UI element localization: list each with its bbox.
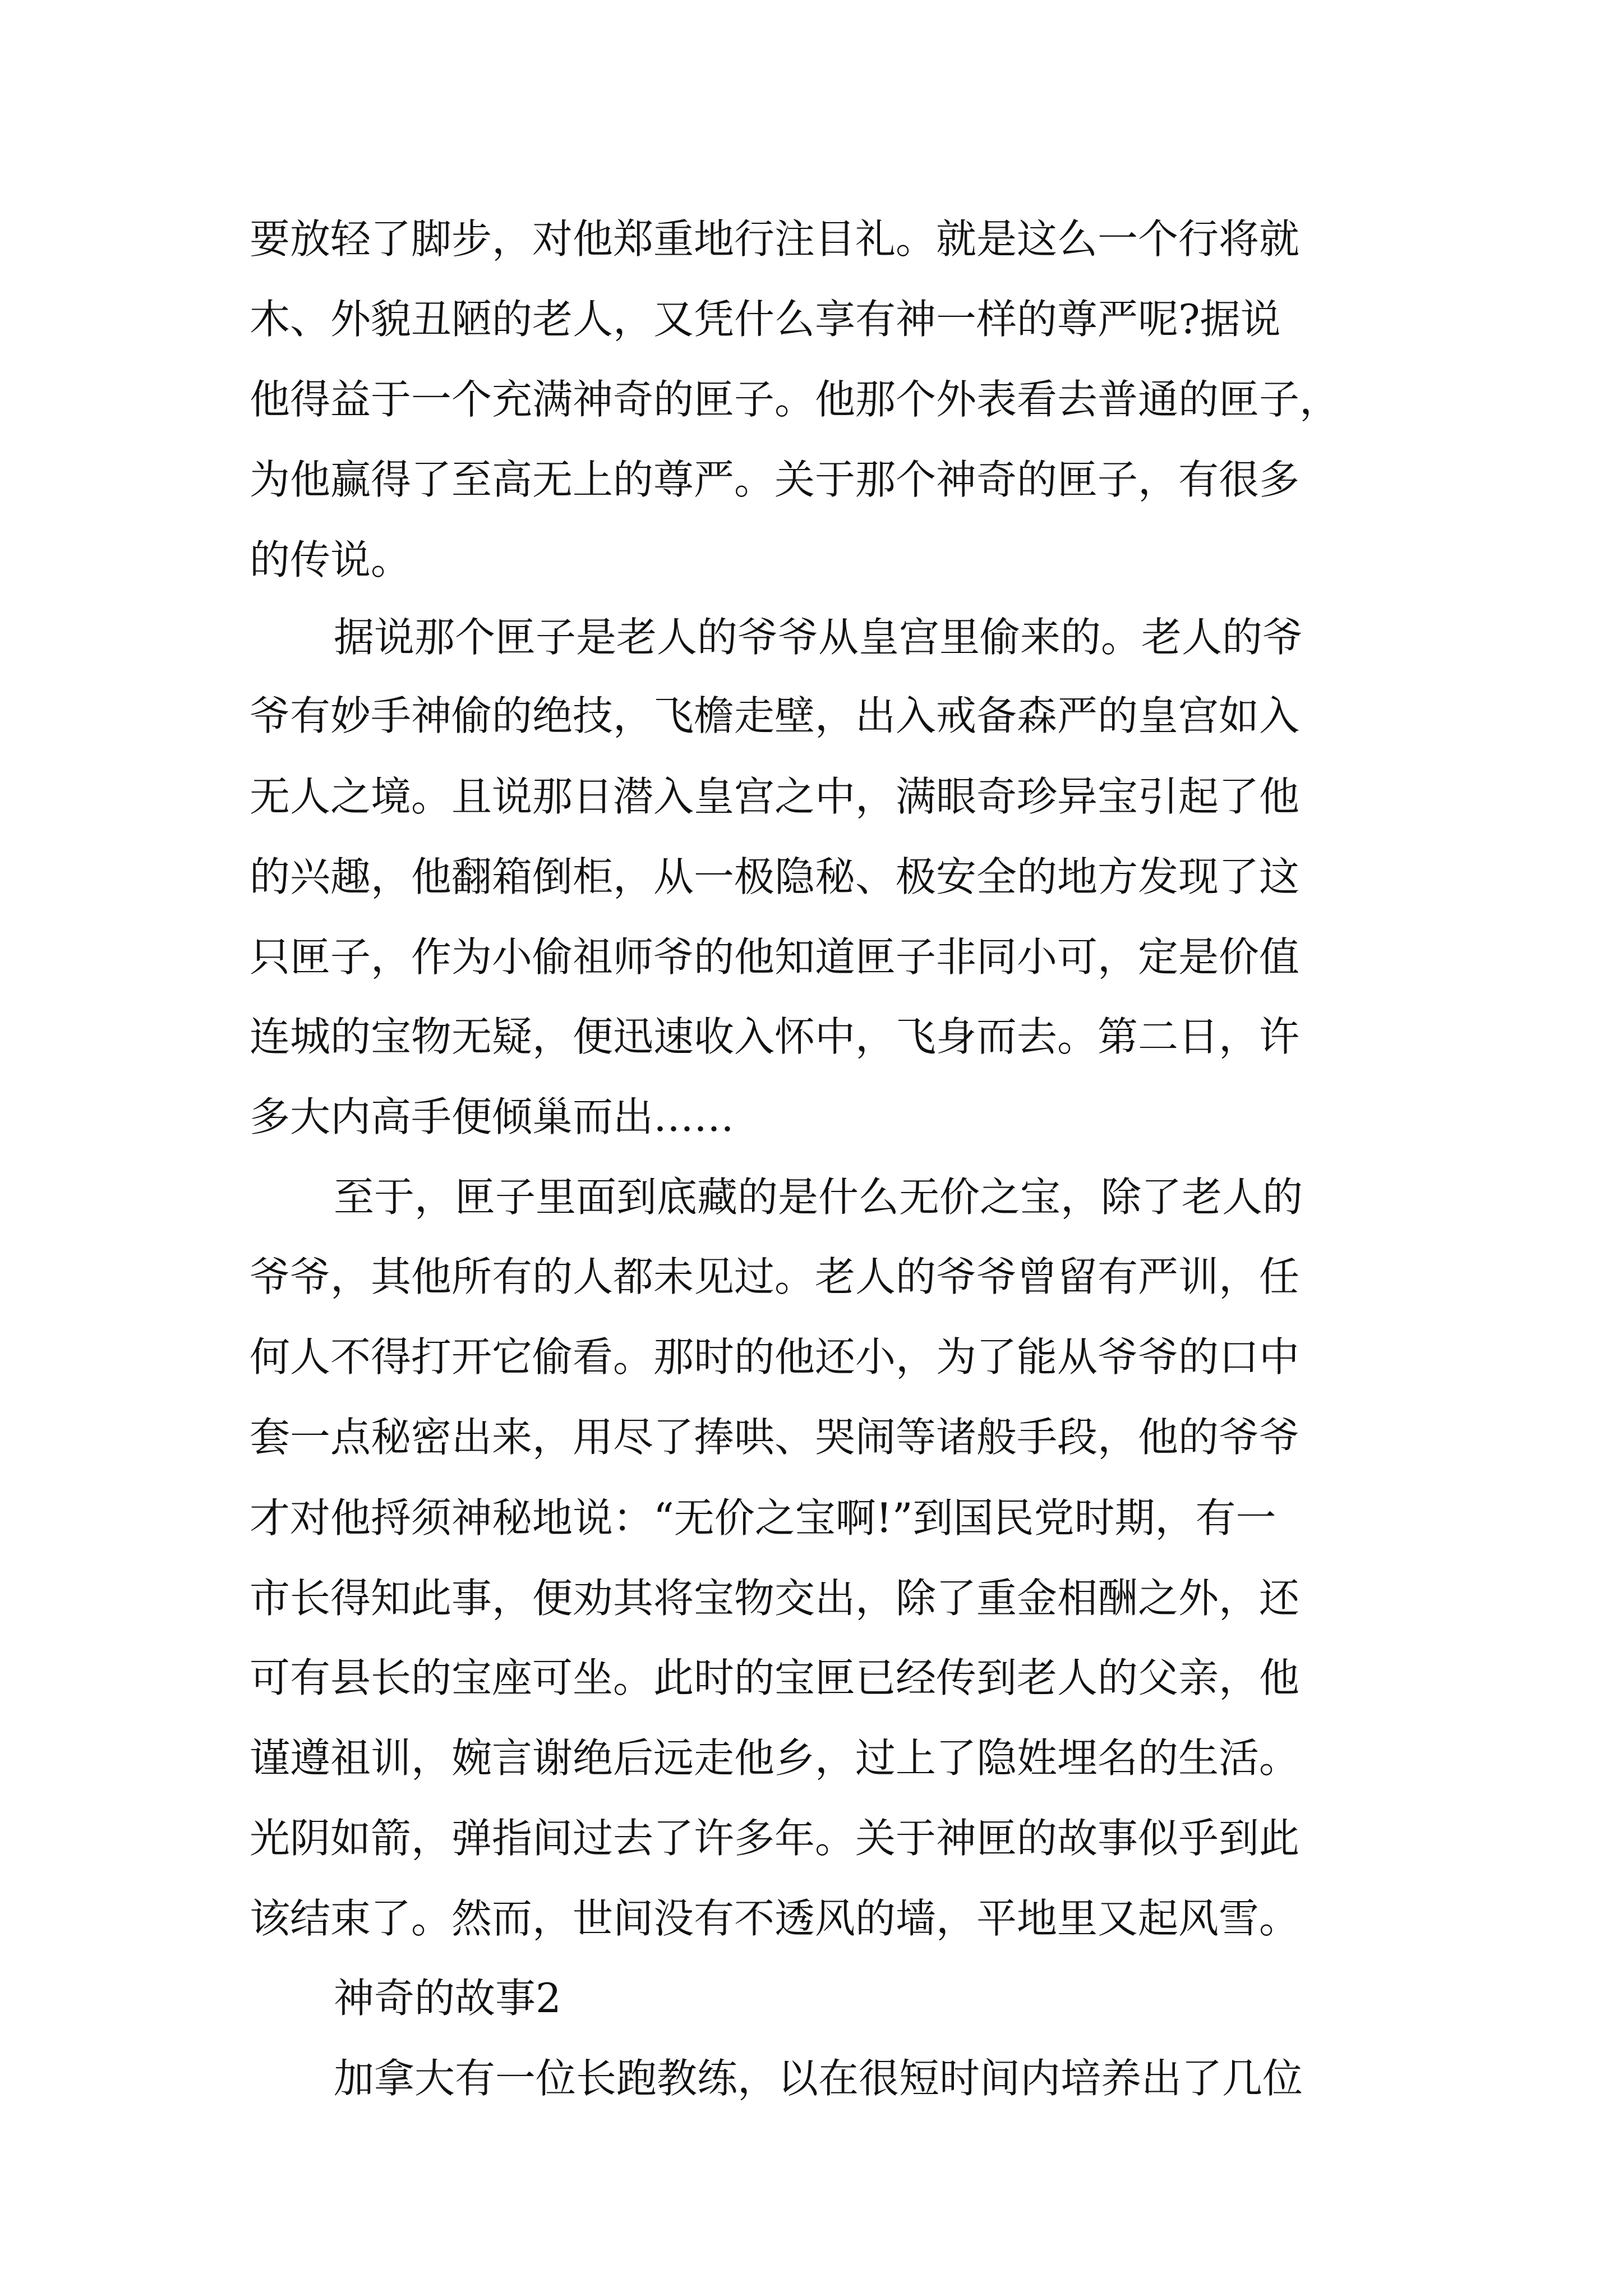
paragraph-start-line: 据说那个匣子是老人的爷爷从皇宫里偷来的。老人的爷 [334,614,1303,661]
paragraph-start-line: 至于，匣子里面到底藏的是什么无价之宝，除了老人的 [334,1174,1303,1221]
body-text-line: 无人之境。且说那日潜入皇宫之中，满眼奇珍异宝引起了他 [250,773,1300,820]
body-text-line: 爷爷，其他所有的人都未见过。老人的爷爷曾留有严训，任 [250,1253,1300,1300]
body-text-line: 要放轻了脚步，对他郑重地行注目礼。就是这么一个行将就 [250,215,1300,263]
body-text-line: 多大内高手便倾巢而出…… [250,1093,735,1140]
body-text-line: 为他赢得了至高无上的尊严。关于那个神奇的匣子，有很多 [250,456,1300,503]
paragraph-start-line: 加拿大有一位长跑教练，以在很短时间内培养出了几位 [334,2055,1303,2102]
body-text-line: 可有县长的宝座可坐。此时的宝匣已经传到老人的父亲，他 [250,1654,1300,1701]
body-text-line: 的传说。 [250,536,412,583]
body-text-line: 爷有妙手神偷的绝技，飞檐走壁，出入戒备森严的皇宫如入 [250,692,1300,739]
body-text-line: 光阴如箭，弹指间过去了许多年。关于神匣的故事似乎到此 [250,1815,1300,1862]
body-text-line: 的兴趣，他翻箱倒柜，从一极隐秘、极安全的地方发现了这 [250,853,1300,900]
body-text-line: 才对他捋须神秘地说：“无价之宝啊!”到国民党时期，有一 [250,1494,1276,1542]
body-text-line: 连城的宝物无疑，便迅速收入怀中，飞身而去。第二日，许 [250,1013,1300,1060]
body-text-line: 市长得知此事，便劝其将宝物交出，除了重金相酬之外，还 [250,1575,1300,1622]
body-text-line: 套一点秘密出来，用尽了捧哄、哭闹等诸般手段，他的爷爷 [250,1414,1300,1461]
body-text-line: 该结束了。然而，世间没有不透风的墙，平地里又起风雪。 [250,1895,1300,1942]
body-text-line: 谨遵祖训，婉言谢绝后远走他乡，过上了隐姓埋名的生活。 [250,1734,1300,1782]
body-text-line: 他得益于一个充满神奇的匣子。他那个外表看去普通的匣子， [250,376,1340,423]
body-text-line: 只匣子，作为小偷祖师爷的他知道匣子非同小可，定是价值 [250,933,1300,981]
section-heading: 神奇的故事2 [334,1975,561,2022]
body-text-line: 木、外貌丑陋的老人，又凭什么享有神一样的尊严呢?据说 [250,296,1281,343]
body-text-line: 何人不得打开它偷看。那时的他还小，为了能从爷爷的口中 [250,1333,1300,1381]
